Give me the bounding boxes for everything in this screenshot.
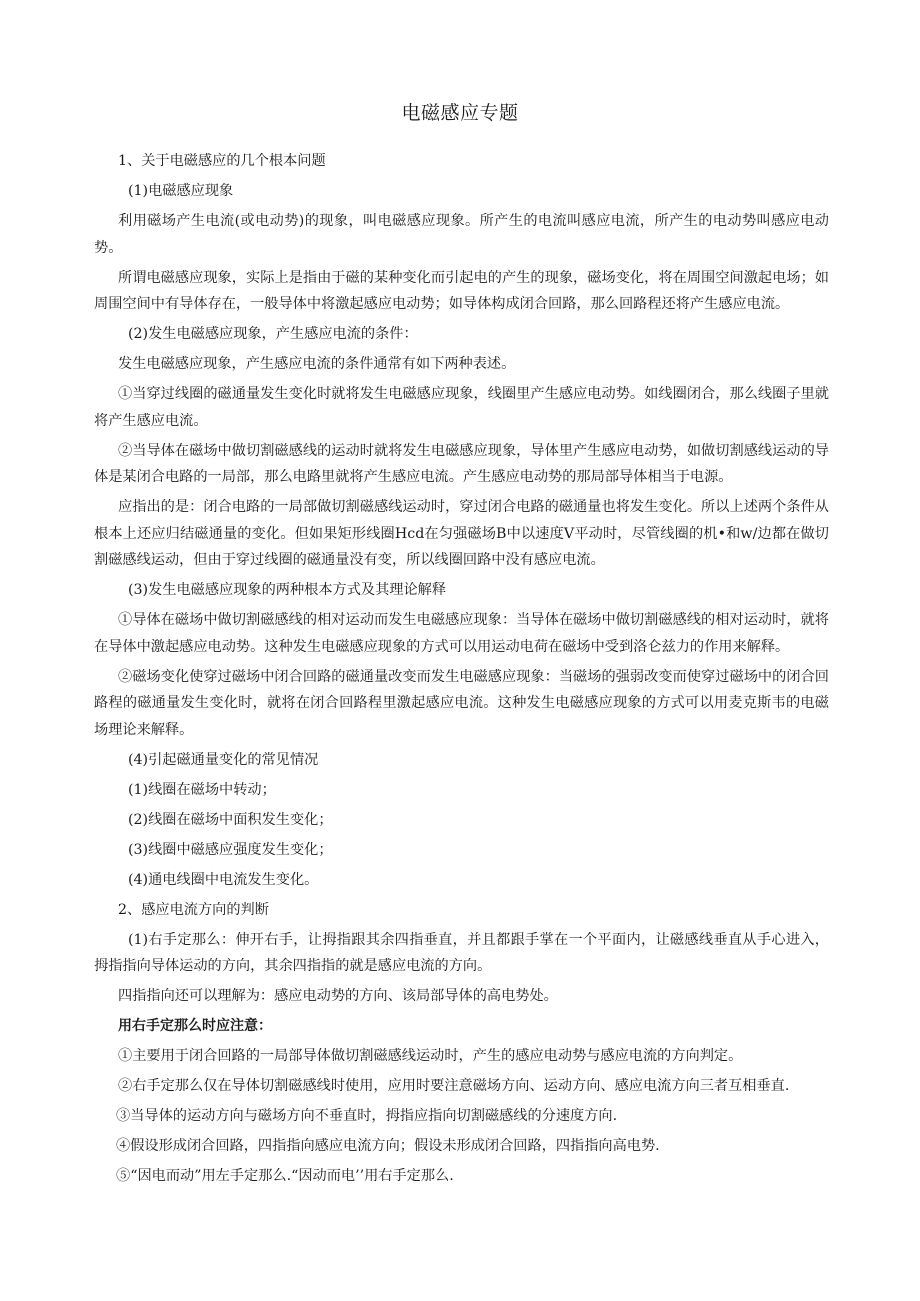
paragraph-20: 用右手定那么时应注意： xyxy=(118,1018,272,1034)
paragraph-21: ①主要用于闭合回路的一局部导体做切割磁感线运动时，产生的感应电动势与感应电流的方向判定。 xyxy=(118,1048,743,1064)
paragraph-19: 四指指向还可以理解为：感应电动势的方向、该局部导体的高电势处。 xyxy=(118,988,558,1004)
document-body xyxy=(94,148,829,1193)
paragraph-7: ②当导体在磁场中做切割磁感线的运动时就将发生电磁感应现象，导体里产生感应电动势，如做切割感线运动的导体是某闭合电路的一局部，那么电路里就将产生感应电流。产生感应电动势的那局部导体相当于电源。 xyxy=(94,442,829,485)
paragraph-22: ②右手定那么仅在导体切割磁感线时使用，应用时要注意磁场方向、运动方向、感应电流方向三者互相垂直. xyxy=(118,1078,790,1094)
paragraph-0: 1、关于电磁感应的几个根本问题 xyxy=(118,153,326,169)
paragraph-14: (2)线圈在磁场中面积发生变化； xyxy=(128,811,333,828)
paragraph-15: (3)线圈中磁感应强度发生变化； xyxy=(128,841,333,858)
paragraph-8: 应指出的是：闭合电路的一局部做切割磁感线运动时，穿过闭合电路的磁通量也将发生变化。所以上述两个条件从根本上还应归结磁通量的变化。但如果矩形线圈Hcd在匀强磁场B中以速度V平动时，尽管线圈的机•和w/边都在做切割磁感线运动，但由于穿过线圈的磁通量没有变，所以线圈回路中没有感应电流。 xyxy=(94,499,829,568)
paragraph-6: ①当穿过线圈的磁通量发生变化时就将发生电磁感应现象，线圈里产生感应电动势。如线圈闭合，那么线圈子里就将产生感应电流。 xyxy=(94,386,829,429)
paragraph-5: 发生电磁感应现象，产生感应电流的条件通常有如下两种表述。 xyxy=(118,356,516,372)
paragraph-3: 所谓电磁感应现象，实际上是指由于磁的某种变化而引起电的产生的现象，磁场变化，将在周围空间激起电场；如周围空间中有导体存在，一般导体中将激起感应电动势；如导体构成闭合回路，那么回路程还将产生感应电流。 xyxy=(94,269,829,312)
paragraph-10: ①导体在磁场中做切割磁感线的相对运动而发生电磁感应现象：当导体在磁场中做切割磁感线的相对运动时，就将在导体中激起感应电动势。这种发生电磁感应现象的方式可以用运动电荷在磁场中受到洛仑兹力的作用来解释。 xyxy=(94,612,829,655)
paragraph-9: (3)发生电磁感应现象的两种根本方式及其理论解释 xyxy=(128,582,447,598)
paragraph-4: (2)发生电磁感应现象，产生感应电流的条件： xyxy=(128,326,418,342)
paragraph-13: (1)线圈在磁场中转动； xyxy=(128,781,276,798)
paragraph-2: 利用磁场产生电流(或电动势)的现象，叫电磁感应现象。所产生的电流叫感应电流，所产生的电动势叫感应电动势。 xyxy=(94,213,829,256)
paragraph-1: (1)电磁感应现象 xyxy=(128,183,234,199)
paragraph-12: (4)引起磁通量变化的常见情况 xyxy=(128,751,319,768)
paragraph-11: ②磁场变化使穿过磁场中闭合回路的磁通量改变而发生电磁感应现象：当磁场的强弱改变而使穿过磁场中的闭合回路程的磁通量发生变化时，就将在闭合回路程里激起感应电流。这种发生电磁感应现象的方式可以用麦克斯韦的电磁场理论来解释。 xyxy=(94,668,829,738)
paragraph-17: 2、感应电流方向的判断 xyxy=(118,901,269,918)
paragraph-24: ④假设形成闭合回路，四指指向感应电流方向；假设未形成闭合回路，四指指向高电势. xyxy=(116,1138,660,1154)
paragraph-16: (4)通电线圈中电流发生变化。 xyxy=(128,871,319,888)
document-title: 电磁感应专题 xyxy=(401,102,519,124)
paragraph-25: ⑤“因电而动”用左手定那么.“因动而电’’用右手定那么. xyxy=(116,1168,454,1184)
paragraph-18: (1)右手定那么：伸开右手，让拇指跟其余四指垂直，并且都跟手掌在一个平面内，让磁感线垂直从手心进入，拇指指向导体运动的方向，其余四指指的就是感应电流的方向。 xyxy=(94,931,829,974)
paragraph-23: ③当导体的运动方向与磁场方向不垂直时，拇指应指向切割磁感线的分速度方向. xyxy=(116,1108,618,1124)
